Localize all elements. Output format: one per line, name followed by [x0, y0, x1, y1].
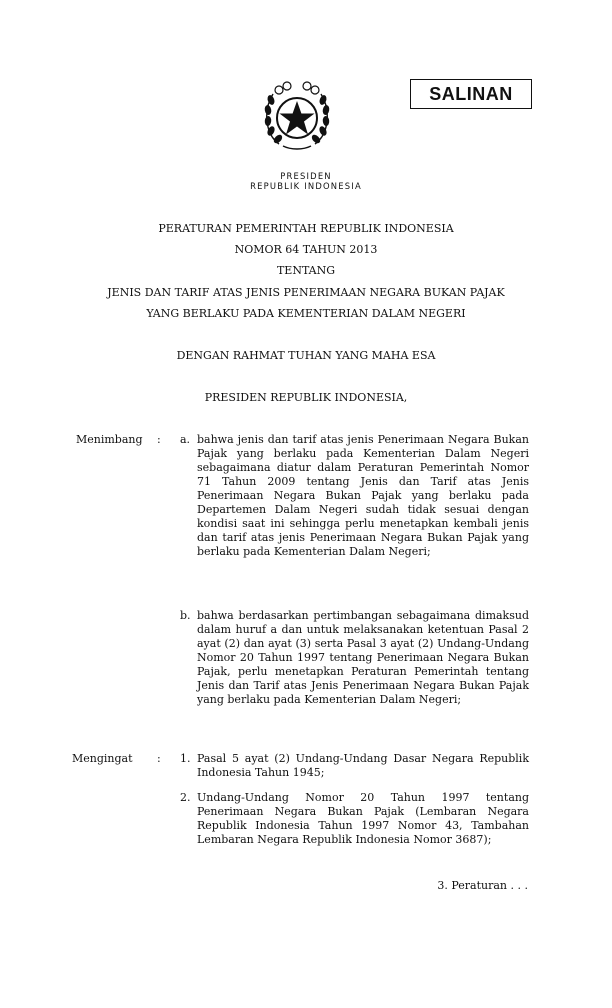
next-page-reference: 3. Peraturan . . .	[437, 879, 528, 892]
mengingat-label: Mengingat	[72, 752, 133, 765]
mengingat-colon: :	[157, 752, 161, 765]
title-line-1: PERATURAN PEMERINTAH REPUBLIK INDONESIA	[158, 222, 454, 235]
invocation: DENGAN RAHMAT TUHAN YANG MAHA ESA	[176, 349, 436, 362]
mengingat-1-marker: 1.	[180, 752, 191, 765]
mengingat-2-text: Undang-Undang Nomor 20 Tahun 1997 tentang Penerimaan Negara Bukan Pajak (Lembaran Negara Republik Indonesia Tahun 1997 Nomor 43, Tambahan Lembaran Negara Republik Indonesia Nomor 3687);	[197, 791, 529, 846]
mengingat-2-marker: 2.	[180, 791, 191, 804]
menimbang-label: Menimbang	[76, 433, 143, 446]
title-line-3: TENTANG	[276, 264, 336, 277]
header-republik: REPUBLIK INDONESIA	[250, 181, 362, 191]
menimbang-a-text: bahwa jenis dan tarif atas jenis Penerimaan Negara Bukan Pajak yang berlaku pada Kementerian Dalam Negeri sebagaimana diatur dalam Peraturan Pemerintah Nomor 71 Tahun 2009 tentang Jenis dan Tarif atas Jenis Penerimaan Negara Bukan Pajak yang berlaku pada Departemen Dalam Negeri sudah tidak sesuai dengan kondisi saat ini sehingga perlu menetapkan kembali jenis dan tarif atas jenis Penerimaan Negara Bukan Pajak yang berlaku pada Kementerian Dalam Negeri;	[197, 433, 529, 558]
menimbang-b-text: bahwa berdasarkan pertimbangan sebagaimana dimaksud dalam huruf a dan untuk melaksanakan ketentuan Pasal 2 ayat (2) dan ayat (3) serta Pasal 3 ayat (2) Undang-Undang Nomor 20 Tahun 1997 tentang Penerimaan Negara Bukan Pajak, perlu menetapkan Peraturan Pemerintah tentang Jenis dan Tarif atas Jenis Penerimaan Negara Bukan Pajak yang berlaku pada Kementerian Dalam Negeri;	[197, 609, 529, 706]
presidential-seal-icon	[257, 80, 337, 154]
mengingat-1-text: Pasal 5 ayat (2) Undang-Undang Dasar Negara Republik Indonesia Tahun 1945;	[197, 752, 529, 779]
header-presiden: PRESIDEN	[280, 171, 332, 181]
title-line-5: YANG BERLAKU PADA KEMENTERIAN DALAM NEGERI	[146, 307, 466, 320]
menimbang-b-marker: b.	[180, 609, 191, 622]
menimbang-colon: :	[157, 433, 161, 446]
menimbang-a-marker: a.	[180, 433, 191, 446]
salinan-stamp: SALINAN	[410, 79, 532, 109]
title-line-2: NOMOR 64 TAHUN 2013	[234, 243, 378, 256]
title-line-4: JENIS DAN TARIF ATAS JENIS PENERIMAAN NEGARA BUKAN PAJAK	[107, 286, 505, 299]
issuer: PRESIDEN REPUBLIK INDONESIA,	[204, 391, 408, 404]
